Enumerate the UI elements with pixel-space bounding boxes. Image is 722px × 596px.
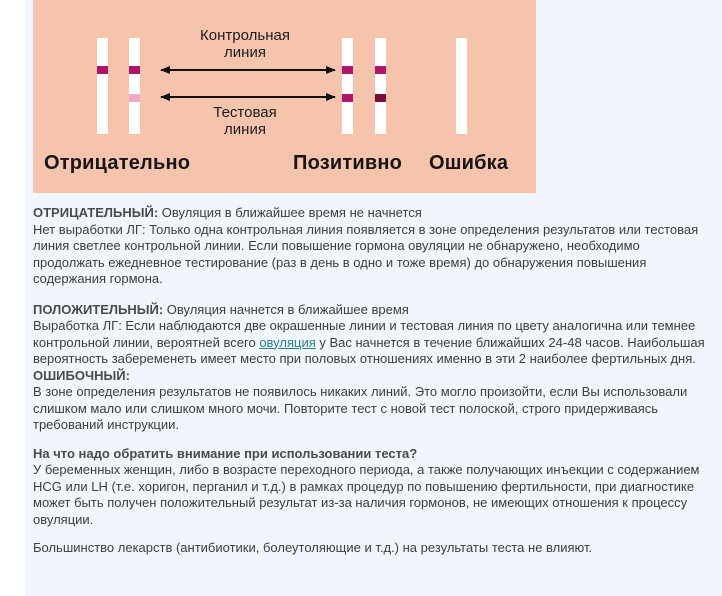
positive-heading	[33, 302, 713, 319]
positive-subtitle: Овуляция начнется в ближайшее время	[163, 301, 409, 317]
test-line-label-line1: Тестовая	[213, 104, 277, 121]
negative-label: Отрицательно	[44, 152, 191, 174]
positive-body	[33, 318, 713, 368]
positive-body-part2: у Вас начнется в течение ближайших 24-48 часов. Наибольшая вероятность забеременеть имеет место при половых отношениях именно в эти 2 наиболее фертильных дня.	[33, 334, 705, 366]
attention-body: У беременных женщин, либо в возрасте переходного периода, а также получающих инъекции с содержанием HCG или LH (т.е. хоригон, перганил и т.д.) в рамках процедур по повышению фертильности, при диагностике может быть получен положительный результат из-за наличия гормонов, не имеющих отношения к процессу овуляции.	[33, 462, 700, 527]
error-title: ОШИБОЧНЫЙ:	[33, 367, 130, 383]
positive-body-part1: Выработка ЛГ: Если наблюдаются две окрашенные линии и тестовая линия по цвету аналогична или темнее контрольной линии, вероятней всего	[33, 318, 696, 350]
negative-subtitle: Овуляция в ближайшее время не начнется	[158, 205, 422, 220]
error-body: В зоне определения результатов не появилось никаких линий. Это могло произойти, если Вы использовали слишком мало или слишком много мочи. Повторите тест с новой тест полоской, строго придерживаясь требований инструкции.	[33, 384, 688, 432]
positive-title: ПОЛОЖИТЕЛЬНЫЙ:	[33, 301, 164, 317]
positive-label: Позитивно	[293, 152, 403, 174]
negative-body: Нет выработки ЛГ: Только одна контрольная линия появляется в зоне определения результатов или тестовая линия светлее контрольной линии. Если повышение гормона овуляции не обнаружено, необходимо продолжать ежедневное тестирование (раз в день в одно и тоже время) до обнаружения повышения содержания гормона.	[33, 221, 699, 286]
medicines-note: Большинство лекарств (антибиотики, болеутоляющие и т.д.) на результаты теста не влияют.	[33, 540, 593, 555]
attention-title: На что надо обратить внимание при использовании теста?	[33, 445, 418, 461]
test-results-figure	[33, 0, 536, 193]
error-label: Ошибка	[429, 152, 509, 174]
control-line-label	[175, 27, 315, 61]
test-line-label-line2: линия	[224, 121, 266, 138]
ovulation-link[interactable]: овуляция	[259, 334, 316, 350]
control-line-label-line1: Контрольная	[200, 27, 290, 44]
control-line-label-line2: линия	[224, 44, 266, 61]
test-line-label	[175, 104, 315, 138]
article-text	[33, 205, 713, 557]
negative-title: ОТРИЦАТЕЛЬНЫЙ:	[33, 205, 159, 220]
negative-heading	[33, 205, 713, 222]
